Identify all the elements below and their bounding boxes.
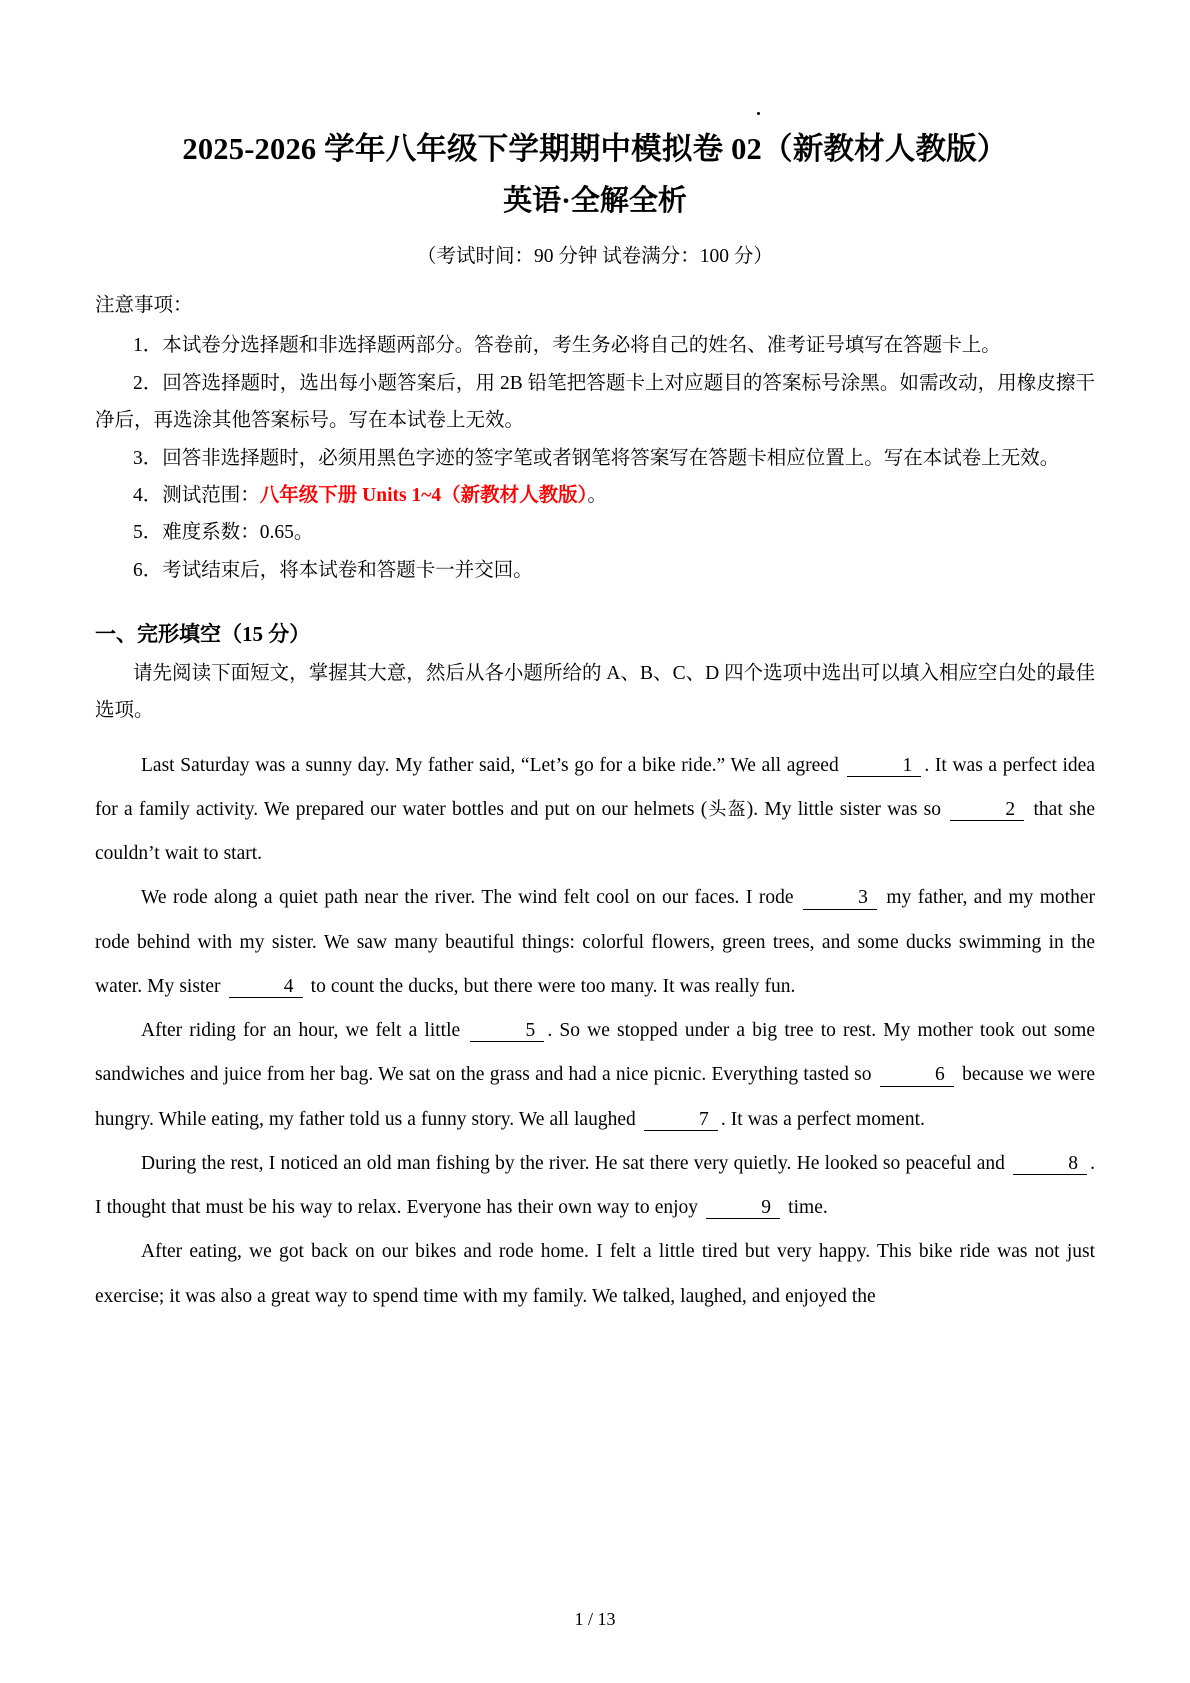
passage-text: because we were hungry. While eating, my father told us a funny story. We all laughed <box>95 1064 1095 1130</box>
passage-text: my father, and my mother rode behind with my sister. We saw many beautiful things: colorful flowers, green trees, and some ducks swimming in the water. My sister <box>95 887 1095 997</box>
notice-heading: 注意事项： <box>95 295 193 317</box>
page-title: 2025-2026 学年八年级下学期期中模拟卷 02（新教材人教版） <box>182 132 1008 166</box>
answer-blank-2[interactable]: 2 <box>950 799 1024 821</box>
notice-item-1: 1．本试卷分选择题和非选择题两部分。答卷前，考生务必将自己的姓名、准考证号填写在答题卡上。 <box>133 335 1001 357</box>
page-subtitle: 英语·全解全析 <box>503 185 687 218</box>
chinese-gloss: 头盔 <box>707 798 747 820</box>
answer-blank-8[interactable]: 8 <box>1013 1153 1087 1175</box>
passage-text: . I thought that must be his way to relax. Everyone has their own way to enjoy <box>95 1152 1095 1219</box>
passage-text: After riding for an hour, we felt a little <box>141 1020 468 1042</box>
passage-text: to count the ducks, but there were too many. It was really fun. <box>305 975 796 997</box>
passage-text: . It was a perfect moment. <box>720 1108 925 1130</box>
page-footer: 1 / 13 <box>574 1609 616 1630</box>
cloze-passage <box>95 744 1095 1319</box>
stray-dot-mark <box>757 112 760 115</box>
answer-blank-4[interactable]: 4 <box>229 976 303 998</box>
passage-paragraph <box>95 1230 1095 1319</box>
notice-item-3: 3．回答非选择题时，必须用黑色字迹的签字笔或者钢笔将答案写在答题卡相应位置上。写在本试卷上无效。 <box>133 447 1060 469</box>
answer-blank-9[interactable]: 9 <box>706 1197 780 1219</box>
passage-text: After eating, we got back on our bikes and rode home. I felt a little tired but very happy. This bike ride was not just exercise; it was also a great way to spend time with my family. We talked, laughed, and enjoyed the <box>95 1241 1095 1307</box>
test-scope-highlight: 八年级下册 Units 1~4（新教材人教版） <box>259 485 588 507</box>
passage-text: We rode along a quiet path near the river. The wind felt cool on our faces. I rode <box>141 887 800 909</box>
notice-item-4-prefix: 4．测试范围： <box>133 485 260 507</box>
answer-blank-5[interactable]: 5 <box>470 1020 544 1042</box>
passage-text: that she couldn’t wait to start. <box>95 798 1095 865</box>
notice-item-4 <box>95 477 1095 514</box>
notice-item-5: 5．难度系数：0.65。 <box>133 522 314 544</box>
passage-text: Last Saturday was a sunny day. My father said, “Let’s go for a bike ride.” We all agreed <box>141 754 845 776</box>
answer-blank-3[interactable]: 3 <box>803 887 877 909</box>
passage-paragraph <box>95 1142 1095 1231</box>
passage-paragraph <box>95 876 1095 1009</box>
section-title-cloze: 一、完形填空（15 分） <box>95 622 311 647</box>
passage-text: ). My little sister was so <box>746 798 948 820</box>
notice-item-4-suffix: 。 <box>587 485 607 507</box>
passage-paragraph <box>95 744 1095 877</box>
exam-meta: （考试时间：90 分钟 试卷满分：100 分） <box>417 245 773 267</box>
passage-text: During the rest, I noticed an old man fishing by the river. He sat there very quietly. He looked so peaceful and <box>141 1152 1011 1174</box>
passage-text: time. <box>783 1197 828 1219</box>
passage-text: . It was a perfect idea for a family activity. We prepared our water bottles and put on our helmets ( <box>95 754 1095 820</box>
passage-paragraph <box>95 1009 1095 1142</box>
notice-block <box>95 292 1095 589</box>
answer-blank-6[interactable]: 6 <box>880 1064 954 1086</box>
notice-item-2: 2．回答选择题时，选出每小题答案后，用 2B 铅笔把答题卡上对应题目的答案标号涂黑。如需改动，用橡皮擦干净后，再选涂其他答案标号。写在本试卷上无效。 <box>95 372 1095 432</box>
answer-blank-1[interactable]: 1 <box>847 755 921 777</box>
passage-text: . So we stopped under a big tree to rest. My mother took out some sandwiches and juice from her bag. We sat on the grass and had a nice picnic. Everything tasted so <box>95 1020 1095 1086</box>
notice-item-6: 6．考试结束后，将本试卷和答题卡一并交回。 <box>133 559 533 581</box>
answer-blank-7[interactable]: 7 <box>644 1109 718 1131</box>
section-instructions: 请先阅读下面短文，掌握其大意，然后从各小题所给的 A、B、C、D 四个选项中选出可以填入相应空白处的最佳选项。 <box>95 662 1095 722</box>
